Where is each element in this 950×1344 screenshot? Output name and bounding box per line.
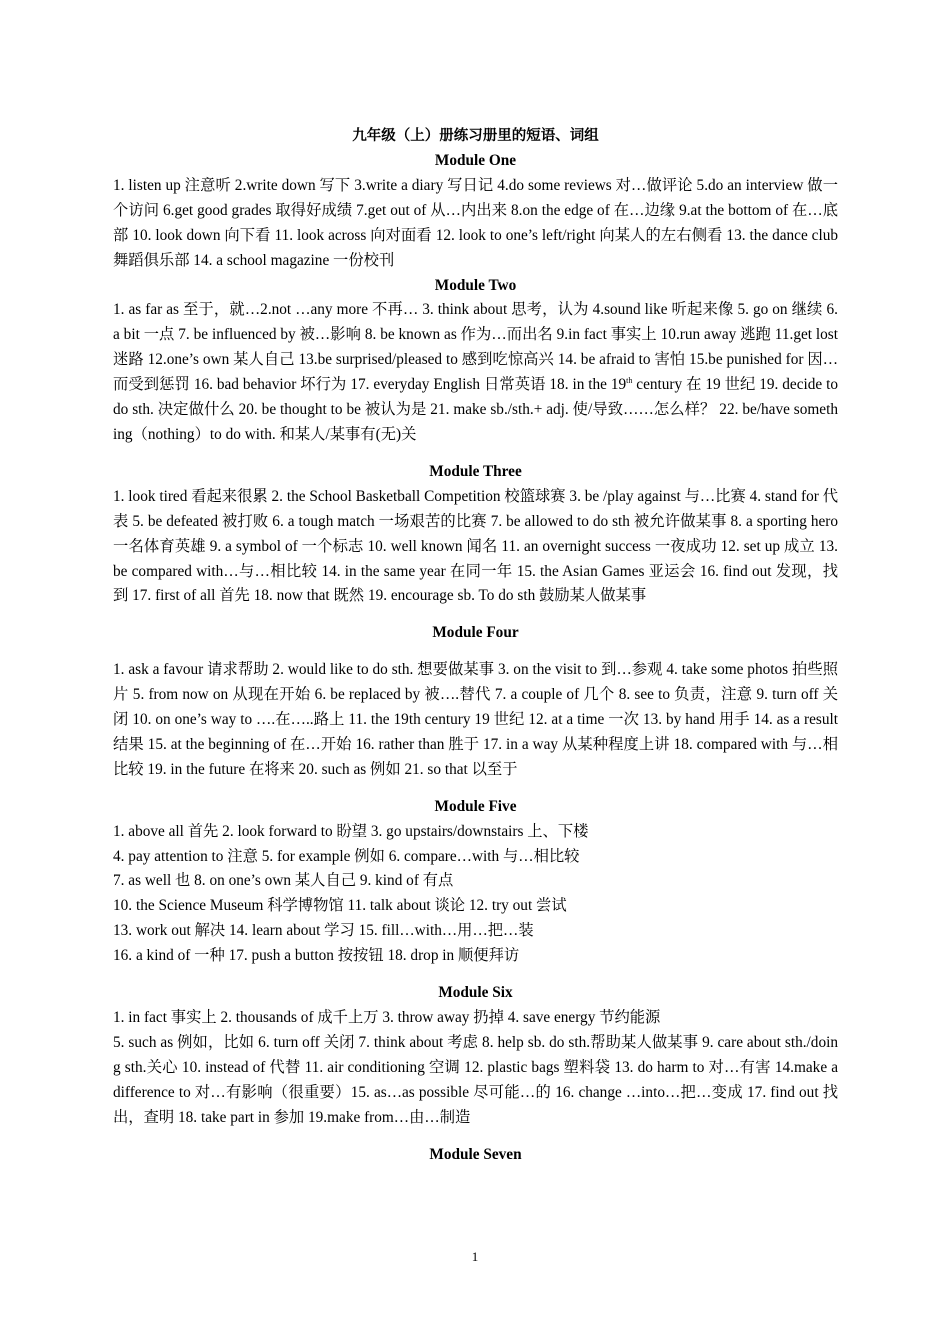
module-two-phrases-part-a: 1. as far as 至于，就…2.not …any more 不再… 3. think about 思考，认为 4.sound like 听起来像 5. go on 继续 6. a bit 一点 7. be influenced by 被…影响 8. be known as 作为…而出名 9.in fact 事实上 10.run away 逃跑 11.get lost 迷路 12.one’s own 某人自己 13.be surprised/pleased to 感到吃惊高兴 14. be afraid to 害怕 15.be punished for 因…而受到惩罚 16. bad behavior 坏行为 17. everyday English 日常英语 18. in the 19 bbox=[113, 301, 838, 394]
module-four-phrases: 1. ask a favour 请求帮助 2. would like to do sth. 想要做某事 3. on the visit to 到…参观 4. take some photos 拍些照片 5. from now on 从现在开始 6. be replaced by 被….替代 7. a couple of 几个 8. see to 负责，注意 9. turn off 关闭 10. on one’s way to ….在…..路上 11. the 19th century 19 世纪 12. at a time 一次 13. by hand 用手 14. as a result 结果 15. at the beginning of 在…开始 16. rather than 胜于 17. in a way 从某种程度上讲 18. compared with 与…相比较 19. in the future 在将来 20. such as 例如 21. so that 以至于 bbox=[113, 661, 838, 778]
module-two-phrases bbox=[113, 298, 838, 447]
module-five-line: 10. the Science Museum 科学博物馆 11. talk about 谈论 12. try out 尝试 bbox=[113, 897, 567, 915]
module-two-heading: Module Two bbox=[434, 276, 517, 294]
module-seven-heading: Module Seven bbox=[429, 1145, 522, 1163]
module-three-phrases: 1. look tired 看起来很累 2. the School Basketball Competition 校篮球赛 3. be /play against 与…比赛 4. stand for 代表 5. be defeated 被打败 6. a tough match 一场艰苦的比赛 7. be allowed to do sth 被允许做某事 8. a sporting hero 一名体育英雄 9. a symbol of 一个标志 10. well known 闻名 11. an overnight success 一夜成功 12. set up 成立 13. be compared with…与…相比较 14. in the same year 在同一年 15. the Asian Games 亚运会 16. find out 发现，找到 17. first of all 首先 18. now that 既然 19. encourage sb. To do sth 鼓励某人做某事 bbox=[113, 487, 838, 605]
module-five-line: 1. above all 首先 2. look forward to 盼望 3. go upstairs/downstairs 上、下楼 bbox=[113, 822, 589, 840]
module-three-heading: Module Three bbox=[429, 462, 522, 480]
module-six-line: 1. in fact 事实上 2. thousands of 成千上万 3. throw away 扔掉 4. save energy 节约能源 bbox=[113, 1009, 661, 1026]
module-one-heading: Module One bbox=[434, 152, 517, 169]
module-five-heading: Module Five bbox=[434, 797, 517, 815]
module-two-phrases-part-b: century 在 19 世纪 19. decide to do sth. 决定做什么 20. be thought to be 被认为是 21. make sb./sth.+ adj. 使/导致……怎么样？ 22. be/have something（nothing）to do with. 和某人/某事有(无)关 bbox=[113, 376, 839, 443]
module-one-phrases: 1. listen up 注意听 2.write down 写下 3.write a diary 写日记 4.do some reviews 对…做评论 5.do an interview 做一个访问 6.get good grades 取得好成绩 7.get out of 从…内出来 8.on the edge of 在…边缘 9.at the bottom of 在…底部 10. look down 向下看 11. look across 向对面看 12. look to one’s left/right 向某人的左右侧看 13. the dance club 舞蹈俱乐部 14. a school magazine 一份校刊 bbox=[113, 176, 838, 269]
module-six-phrases: 5. such as 例如，比如 6. turn off 关闭 7. think about 考虑 8. help sb. do sth.帮助某人做某事 9. care about sth./doing sth.关心 10. instead of 代替 11. air conditioning 空调 12. plastic bags 塑料袋 13. do harm to 对…有害 14.make a difference to 对…有影响（很重要）15. as…as possible 尽可能…的 16. change …into…把…变成 17. find out 找出，查明 18. take part in 参加 19.make from…由…制造 bbox=[113, 1033, 838, 1126]
module-five-line: 16. a kind of 一种 17. push a button 按按钮 18. drop in 顺便拜访 bbox=[113, 947, 520, 965]
module-five-line: 7. as well 也 8. on one’s own 某人自己 9. kind of 有点 bbox=[113, 872, 454, 890]
document-title: 九年级（上）册练习册里的短语、词组 bbox=[352, 128, 599, 144]
module-five-line: 13. work out 解决 14. learn about 学习 15. fill…with…用…把…装 bbox=[113, 922, 534, 940]
ordinal-suffix: th bbox=[626, 376, 633, 386]
module-five-line: 4. pay attention to 注意 5. for example 例如 6. compare…with 与…相比较 bbox=[113, 847, 580, 865]
module-six-heading: Module Six bbox=[438, 984, 513, 1002]
document-content bbox=[113, 126, 838, 1167]
page-number: 1 bbox=[471, 1249, 479, 1264]
module-four-heading: Module Four bbox=[432, 624, 519, 642]
